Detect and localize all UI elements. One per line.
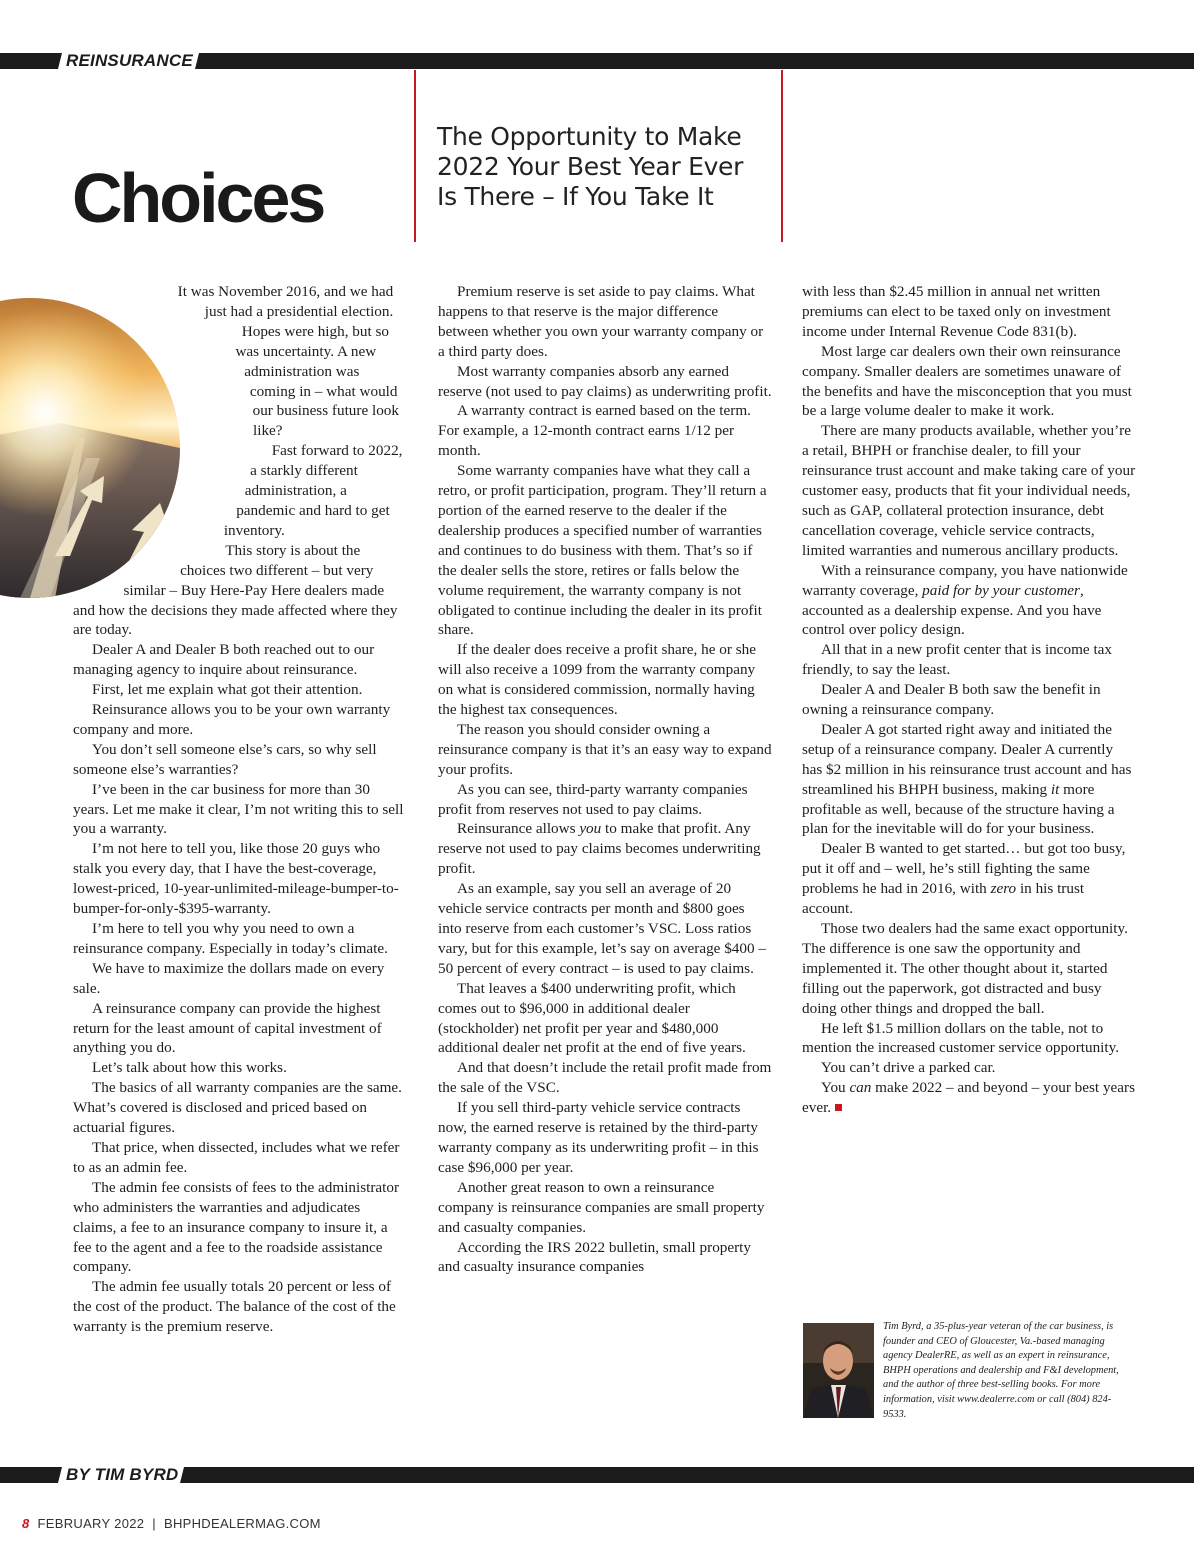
end-mark [835,1104,842,1111]
body-paragraph: Dealer B wanted to get started… but got too busy, put it off and – well, he’s still fighting the same problems he had in 2016, with zero in his trust account. [802,840,1126,918]
issue-date: FEBRUARY 2022 [37,1516,145,1531]
deck-rule-left [414,70,416,242]
body-paragraph: If you sell third-party vehicle service contracts now, the earned reserve is retained by the third-party warranty company as its underwriting profit – in this case $96,000 per year. [438,1099,759,1176]
body-paragraph: With a reinsurance company, you have nationwide warranty coverage, paid for by your customer, accounted as a dealership expense. And you have control over policy design. [802,561,1128,639]
body-column-1 [73,282,407,1337]
body-paragraph: That leaves a $400 underwriting profit, which comes out to $96,000 in additional dealer (stockholder) net profit per year and $480,000 additional dealer net profit at the end of five years. [438,979,746,1057]
deck-rule-right [781,70,783,242]
body-paragraph: First, let me explain what got their attention. [92,681,363,699]
body-paragraph: I’m not here to tell you, like those 20 guys who stalk you every day, that I have the best-coverage, lowest-priced, 10-year-unlimited-mileage-bumper-to-bumper-for-only-$395-warranty. [73,840,399,918]
body-paragraph: Hopes were high, but so was uncertainty. A new administration was coming in – what would our business future look like? [235,322,399,440]
author-bio: Tim Byrd, a 35-plus-year veteran of the car business, is founder and CEO of Gloucester, Va.-based managing agency DealerRE, as well as an expert in reinsurance, BHPH operations and dealership and F&I development, and the author of three best-selling books. For more information, visit www.dealerre.com or call (804) 824-9533. [883,1321,1119,1420]
body-paragraph: Reinsurance allows you to be your own warranty company and more. [73,701,391,738]
website: BHPHDEALERMAG.COM [163,1516,321,1531]
body-paragraph: As an example, say you sell an average of 20 vehicle service contracts per month and $800 goes into reserve from each customer’s VSC. Loss ratios vary, but for this example, let’s say on average $400 – 50 percent of every contract – is used to pay claims. [438,880,766,977]
body-column-2 [438,282,772,1277]
body-paragraph: I’ve been in the car business for more than 30 years. Let me make it clear, I’m not writing this to sell you a warranty. [73,780,404,838]
body-paragraph: Most large car dealers own their own reinsurance company. Smaller dealers are sometimes unaware of the benefits and have the misconception that you must be a large volume dealer to make it work. [802,342,1132,420]
body-paragraph: If the dealer does receive a profit share, he or she will also receive a 1099 from the warranty company on what is considered commission, normally having the highest tax consequences. [438,641,756,719]
body-paragraph: A reinsurance company can provide the highest return for the least amount of capital investment of anything you do. [73,999,382,1057]
body-paragraph: It was November 2016, and we had just had a presidential election. [177,283,394,320]
author-photo [803,1323,874,1418]
body-paragraph: The reason you should consider owning a reinsurance company is that it’s an easy way to expand your profits. [438,720,772,778]
body-paragraph: The basics of all warranty companies are the same. What’s covered is disclosed and priced based on actuarial figures. [73,1079,402,1137]
body-paragraph: You don’t sell someone else’s cars, so why sell someone else’s warranties? [73,740,377,778]
body-paragraph: All that in a new profit center that is income tax friendly, to say the least. [802,641,1113,679]
page-footer: 8 FEBRUARY 2022 | BHPHDEALERMAG.COM [22,1516,321,1531]
body-paragraph: This story is about the choices two different – but very similar – Buy Here-Pay Here dealers made and how the decisions they made affected where they are today. [73,541,398,639]
body-paragraph: He left $1.5 million dollars on the table, not to mention the increased customer service opportunity. [802,1019,1120,1057]
body-paragraph: The admin fee usually totals 20 percent or less of the cost of the product. The balance of the cost of the warranty is the premium reserve. [73,1278,396,1336]
body-paragraph: Those two dealers had the same exact opportunity. The difference is one saw the opportunity and implemented it. The other thought about it, started filling out the paperwork, got distracted and busy doing other things and dropped the ball. [802,920,1128,1017]
body-paragraph: I’m here to tell you why you need to own a reinsurance company. Especially in today’s climate. [73,920,388,957]
body-paragraph: Some warranty companies have what they call a retro, or profit participation, program. They’ll return a portion of the earned reserve to the dealer if the dealership produces a specified number of warranties and continues to do business with them. That’s so if the dealer sells the store, retires or falls below the volume requirement, the warranty company is not obligated to continue including the dealer in its profit share. [438,462,767,639]
section-label: REINSURANCE [58,51,200,71]
body-paragraph: Dealer A and Dealer B both reached out to our managing agency to inquire about reinsurance. [73,641,375,679]
page-number: 8 [22,1516,30,1531]
body-paragraph: Let’s talk about how this works. [92,1059,287,1077]
body-paragraph: Fast forward to 2022, a starkly different administration, a pandemic and hard to get inventory. [223,442,403,539]
body-paragraph: A warranty contract is earned based on the term. For example, a 12-month contract earns 1/12 per month. [438,402,751,460]
deck: The Opportunity to Make 2022 Your Best Year Ever Is There – If You Take It [437,122,744,211]
body-paragraph: Most warranty companies absorb any earned reserve (not used to pay claims) as underwriting profit. [438,362,772,400]
body-paragraph: As you can see, third-party warranty companies profit from reserves not used to pay claims. [438,780,748,818]
headline: Choices [72,159,324,237]
body-paragraph: Dealer A and Dealer B both saw the benefit in owning a reinsurance company. [802,681,1101,719]
body-paragraph: That price, when dissected, includes what we refer to as an admin fee. [73,1138,400,1176]
body-paragraph: The admin fee consists of fees to the administrator who administers the warranties and adjudicates claims, a fee to an insurance company to insure it, a fee to the agent and a fee to the roadside assistance company. [73,1178,400,1276]
body-paragraph: According the IRS 2022 bulletin, small property and casualty insurance companies [438,1238,751,1276]
body-paragraph: Dealer A got started right away and initiated the setup of a reinsurance company. Dealer A currently has $2 million in his reinsurance trust account and has streamlined his BHPH business, making it more profitable as well, because of the structure having a plan for the inevitable will do for your business. [802,720,1132,838]
body-column-3 [802,282,1136,1118]
byline: BY TIM BYRD [58,1465,185,1485]
body-paragraph: You can’t drive a parked car. [821,1059,996,1077]
body-paragraph: with less than $2.45 million in annual net written premiums can elect to be taxed only on investment income under Internal Revenue Code 831(b). [802,283,1111,340]
body-paragraph: Premium reserve is set aside to pay claims. What happens to that reserve is the major difference between whether you own your warranty company or a third party does. [438,283,764,360]
body-paragraph: There are many products available, whether you’re a retail, BHPH or franchise dealer, to fill your reinsurance trust account and make taking care of your customer easy, products that fit your individual needs, such as GAP, collateral protection insurance, debt cancellation coverage, vehicle service contracts, limited warranties and numerous ancillary products. [802,422,1136,559]
body-paragraph: Another great reason to own a reinsurance company is reinsurance companies are small property and casualty companies. [438,1178,765,1236]
body-paragraph: You can make 2022 – and beyond – your best years ever. [802,1079,1135,1117]
body-paragraph: We have to maximize the dollars made on every sale. [73,959,385,997]
body-paragraph: And that doesn’t include the retail profit made from the sale of the VSC. [438,1059,772,1097]
body-paragraph: Reinsurance allows you to make that profit. Any reserve not used to pay claims becomes underwriting profit. [438,820,761,878]
